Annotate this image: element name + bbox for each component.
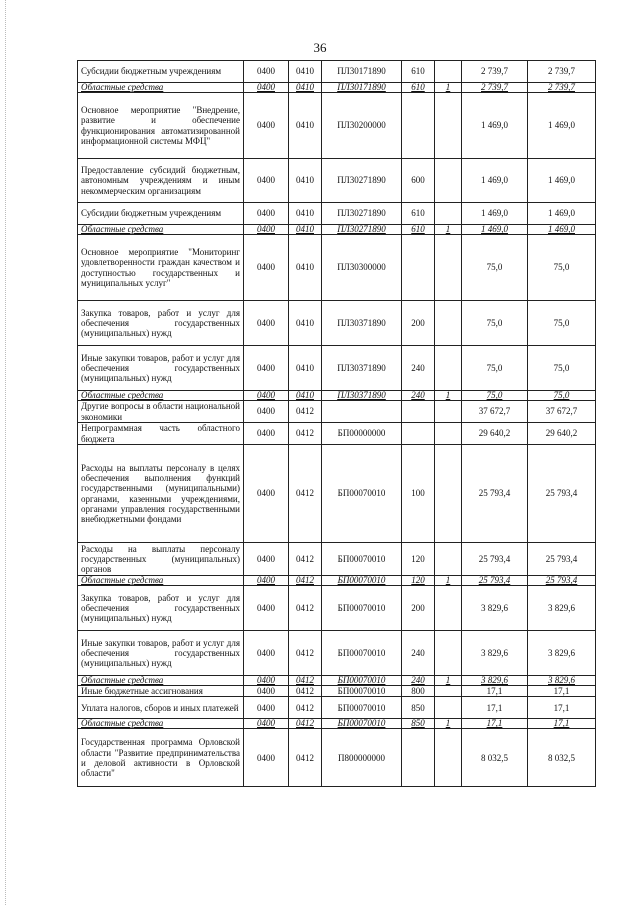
- cell-a: 0400: [244, 576, 289, 586]
- cell-e: [435, 631, 462, 676]
- cell-b: 0410: [289, 159, 322, 203]
- table-row: [78, 93, 596, 159]
- table-row: [78, 301, 596, 346]
- cell-a: 0400: [244, 391, 289, 401]
- cell-b: 0412: [289, 586, 322, 631]
- cell-e: [435, 203, 462, 225]
- cell-d: 600: [402, 159, 435, 203]
- cell-g: 37 672,7: [528, 401, 596, 423]
- cell-b: 0412: [289, 719, 322, 729]
- cell-b: 0410: [289, 225, 322, 235]
- cell-a: 0400: [244, 676, 289, 686]
- cell-g: 1 469,0: [528, 93, 596, 159]
- table-row: [78, 445, 596, 543]
- table-row: [78, 543, 596, 576]
- cell-name: Иные бюджетные ассигнования: [78, 686, 244, 697]
- cell-f: 1 469,0: [462, 159, 528, 203]
- cell-e: [435, 423, 462, 445]
- cell-c: ПЛ30371890: [322, 391, 402, 401]
- cell-a: 0400: [244, 586, 289, 631]
- cell-g: 25 793,4: [528, 543, 596, 576]
- cell-c: ПЛ30300000: [322, 235, 402, 301]
- cell-b: 0412: [289, 543, 322, 576]
- cell-c: ПЛ30371890: [322, 346, 402, 391]
- cell-g: 75,0: [528, 301, 596, 346]
- cell-f: 17,1: [462, 719, 528, 729]
- cell-g: 8 032,5: [528, 729, 596, 787]
- cell-e: [435, 346, 462, 391]
- table-row: [78, 686, 596, 697]
- cell-e: [435, 301, 462, 346]
- cell-b: 0412: [289, 676, 322, 686]
- table-row: [78, 401, 596, 423]
- cell-c: БП00070010: [322, 631, 402, 676]
- table-row-regional-funds: [78, 676, 596, 686]
- cell-name: Областные средства: [78, 719, 244, 729]
- page-number: 36: [313, 40, 327, 55]
- cell-c: ПЛ30171890: [322, 83, 402, 93]
- binding-margin-line: [5, 0, 7, 905]
- cell-a: 0400: [244, 423, 289, 445]
- cell-f: 29 640,2: [462, 423, 528, 445]
- cell-a: 0400: [244, 719, 289, 729]
- cell-name: Непрограммная часть областного бюджета: [78, 423, 244, 445]
- budget-table-body: [78, 61, 596, 787]
- cell-e: 1: [435, 225, 462, 235]
- cell-e: 1: [435, 576, 462, 586]
- cell-d: 240: [402, 676, 435, 686]
- cell-g: 29 640,2: [528, 423, 596, 445]
- cell-f: 2 739,7: [462, 61, 528, 83]
- table-row: [78, 159, 596, 203]
- cell-g: 75,0: [528, 235, 596, 301]
- table-row: [78, 61, 596, 83]
- cell-a: 0400: [244, 729, 289, 787]
- cell-f: 3 829,6: [462, 631, 528, 676]
- cell-c: БП00070010: [322, 543, 402, 576]
- cell-d: 800: [402, 686, 435, 697]
- table-row: [78, 697, 596, 719]
- cell-c: БП00070010: [322, 686, 402, 697]
- cell-g: 3 829,6: [528, 676, 596, 686]
- cell-e: [435, 543, 462, 576]
- cell-b: 0410: [289, 203, 322, 225]
- cell-d: 240: [402, 631, 435, 676]
- cell-e: [435, 697, 462, 719]
- table-row-regional-funds: [78, 391, 596, 401]
- table-row-regional-funds: [78, 225, 596, 235]
- cell-b: 0412: [289, 423, 322, 445]
- cell-c: ПЛ30271890: [322, 159, 402, 203]
- cell-e: [435, 61, 462, 83]
- cell-name: Областные средства: [78, 391, 244, 401]
- cell-f: 2 739,7: [462, 83, 528, 93]
- cell-e: 1: [435, 719, 462, 729]
- cell-name: Расходы на выплаты персоналу государственных (муниципальных) органов: [78, 543, 244, 576]
- cell-name: Областные средства: [78, 225, 244, 235]
- cell-d: 240: [402, 391, 435, 401]
- cell-a: 0400: [244, 159, 289, 203]
- cell-f: 75,0: [462, 301, 528, 346]
- cell-d: [402, 729, 435, 787]
- cell-b: 0412: [289, 401, 322, 423]
- cell-c: ПЛ30371890: [322, 301, 402, 346]
- cell-d: [402, 423, 435, 445]
- table-row-regional-funds: [78, 576, 596, 586]
- table-row: [78, 586, 596, 631]
- cell-g: 2 739,7: [528, 61, 596, 83]
- cell-c: ПЛ30200000: [322, 93, 402, 159]
- cell-c: [322, 401, 402, 423]
- cell-a: 0400: [244, 543, 289, 576]
- cell-a: 0400: [244, 346, 289, 391]
- cell-b: 0412: [289, 729, 322, 787]
- cell-e: [435, 235, 462, 301]
- cell-name: Основное мероприятие "Внедрение, развитие и обеспечение функционирования автоматизированной информационной системы МФЦ": [78, 93, 244, 159]
- cell-d: 120: [402, 576, 435, 586]
- cell-a: 0400: [244, 445, 289, 543]
- table-row: [78, 423, 596, 445]
- cell-e: [435, 686, 462, 697]
- cell-a: 0400: [244, 235, 289, 301]
- cell-b: 0412: [289, 445, 322, 543]
- table-row: [78, 729, 596, 787]
- cell-f: 37 672,7: [462, 401, 528, 423]
- cell-c: ПЛ30171890: [322, 61, 402, 83]
- cell-name: Иные закупки товаров, работ и услуг для обеспечения государственных (муниципальных) нужд: [78, 631, 244, 676]
- budget-table: [77, 60, 596, 787]
- cell-name: Областные средства: [78, 83, 244, 93]
- cell-a: 0400: [244, 203, 289, 225]
- cell-g: 1 469,0: [528, 159, 596, 203]
- cell-f: 1 469,0: [462, 203, 528, 225]
- cell-d: 610: [402, 203, 435, 225]
- cell-d: 200: [402, 301, 435, 346]
- cell-name: Областные средства: [78, 576, 244, 586]
- cell-g: 3 829,6: [528, 631, 596, 676]
- cell-c: БП00070010: [322, 697, 402, 719]
- cell-name: Закупка товаров, работ и услуг для обеспечения государственных (муниципальных) нужд: [78, 586, 244, 631]
- cell-name: Уплата налогов, сборов и иных платежей: [78, 697, 244, 719]
- cell-d: [402, 93, 435, 159]
- cell-e: [435, 159, 462, 203]
- cell-b: 0412: [289, 697, 322, 719]
- cell-c: ПЛ30271890: [322, 203, 402, 225]
- cell-a: 0400: [244, 697, 289, 719]
- cell-c: БП00070010: [322, 719, 402, 729]
- cell-g: 17,1: [528, 719, 596, 729]
- cell-a: 0400: [244, 401, 289, 423]
- cell-d: 120: [402, 543, 435, 576]
- cell-c: БП00000000: [322, 423, 402, 445]
- cell-e: [435, 586, 462, 631]
- cell-name: Субсидии бюджетным учреждениям: [78, 61, 244, 83]
- cell-name: Субсидии бюджетным учреждениям: [78, 203, 244, 225]
- cell-g: 3 829,6: [528, 586, 596, 631]
- cell-b: 0410: [289, 61, 322, 83]
- cell-a: 0400: [244, 83, 289, 93]
- cell-a: 0400: [244, 61, 289, 83]
- cell-f: 25 793,4: [462, 576, 528, 586]
- cell-b: 0410: [289, 93, 322, 159]
- cell-a: 0400: [244, 301, 289, 346]
- cell-b: 0410: [289, 235, 322, 301]
- cell-a: 0400: [244, 93, 289, 159]
- cell-f: 8 032,5: [462, 729, 528, 787]
- cell-b: 0410: [289, 391, 322, 401]
- cell-e: [435, 401, 462, 423]
- cell-f: 17,1: [462, 686, 528, 697]
- cell-name: Закупка товаров, работ и услуг для обеспечения государственных (муниципальных) нужд: [78, 301, 244, 346]
- cell-f: 1 469,0: [462, 225, 528, 235]
- table-row: [78, 203, 596, 225]
- cell-b: 0412: [289, 576, 322, 586]
- cell-g: 17,1: [528, 686, 596, 697]
- table-row: [78, 235, 596, 301]
- cell-g: 2 739,7: [528, 83, 596, 93]
- cell-c: П800000000: [322, 729, 402, 787]
- cell-c: ПЛ30271890: [322, 225, 402, 235]
- cell-g: 75,0: [528, 391, 596, 401]
- cell-a: 0400: [244, 631, 289, 676]
- cell-f: 17,1: [462, 697, 528, 719]
- cell-name: Иные закупки товаров, работ и услуг для обеспечения государственных (муниципальных) нужд: [78, 346, 244, 391]
- cell-d: 200: [402, 586, 435, 631]
- cell-f: 75,0: [462, 346, 528, 391]
- cell-g: 25 793,4: [528, 445, 596, 543]
- cell-f: 3 829,6: [462, 676, 528, 686]
- cell-c: БП00070010: [322, 576, 402, 586]
- cell-b: 0410: [289, 301, 322, 346]
- cell-e: [435, 445, 462, 543]
- cell-b: 0412: [289, 631, 322, 676]
- cell-d: 610: [402, 61, 435, 83]
- table-row-regional-funds: [78, 83, 596, 93]
- cell-name: Другие вопросы в области национальной экономики: [78, 401, 244, 423]
- cell-g: 17,1: [528, 697, 596, 719]
- cell-e: [435, 729, 462, 787]
- cell-g: 25 793,4: [528, 576, 596, 586]
- cell-c: БП00070010: [322, 676, 402, 686]
- cell-e: 1: [435, 391, 462, 401]
- cell-d: [402, 235, 435, 301]
- cell-d: [402, 401, 435, 423]
- cell-e: [435, 93, 462, 159]
- cell-name: Предоставление субсидий бюджетным, автономным учреждениям и иным некоммерческим организациям: [78, 159, 244, 203]
- cell-g: 1 469,0: [528, 225, 596, 235]
- cell-f: 25 793,4: [462, 445, 528, 543]
- cell-f: 25 793,4: [462, 543, 528, 576]
- cell-b: 0410: [289, 346, 322, 391]
- cell-d: 850: [402, 719, 435, 729]
- cell-name: Основное мероприятие "Мониторинг удовлетворенности граждан качеством и доступностью государственных и муниципальных услуг": [78, 235, 244, 301]
- cell-c: БП00070010: [322, 586, 402, 631]
- cell-g: 1 469,0: [528, 203, 596, 225]
- cell-a: 0400: [244, 686, 289, 697]
- cell-g: 75,0: [528, 346, 596, 391]
- cell-a: 0400: [244, 225, 289, 235]
- cell-name: Областные средства: [78, 676, 244, 686]
- cell-name: Государственная программа Орловской области "Развитие предпринимательства и деловой активности в Орловской области": [78, 729, 244, 787]
- cell-b: 0410: [289, 83, 322, 93]
- cell-b: 0412: [289, 686, 322, 697]
- cell-f: 75,0: [462, 391, 528, 401]
- cell-f: 75,0: [462, 235, 528, 301]
- cell-c: БП00070010: [322, 445, 402, 543]
- cell-e: 1: [435, 676, 462, 686]
- cell-d: 610: [402, 225, 435, 235]
- cell-name: Расходы на выплаты персоналу в целях обеспечения выполнения функций государственными (муниципальными) органами, казенными учреждениями, органами управления государственными внебюджетными фондами: [78, 445, 244, 543]
- table-row: [78, 346, 596, 391]
- table-row-regional-funds: [78, 719, 596, 729]
- cell-d: 610: [402, 83, 435, 93]
- cell-d: 100: [402, 445, 435, 543]
- cell-d: 240: [402, 346, 435, 391]
- cell-e: 1: [435, 83, 462, 93]
- cell-d: 850: [402, 697, 435, 719]
- table-row: [78, 631, 596, 676]
- cell-f: 3 829,6: [462, 586, 528, 631]
- cell-f: 1 469,0: [462, 93, 528, 159]
